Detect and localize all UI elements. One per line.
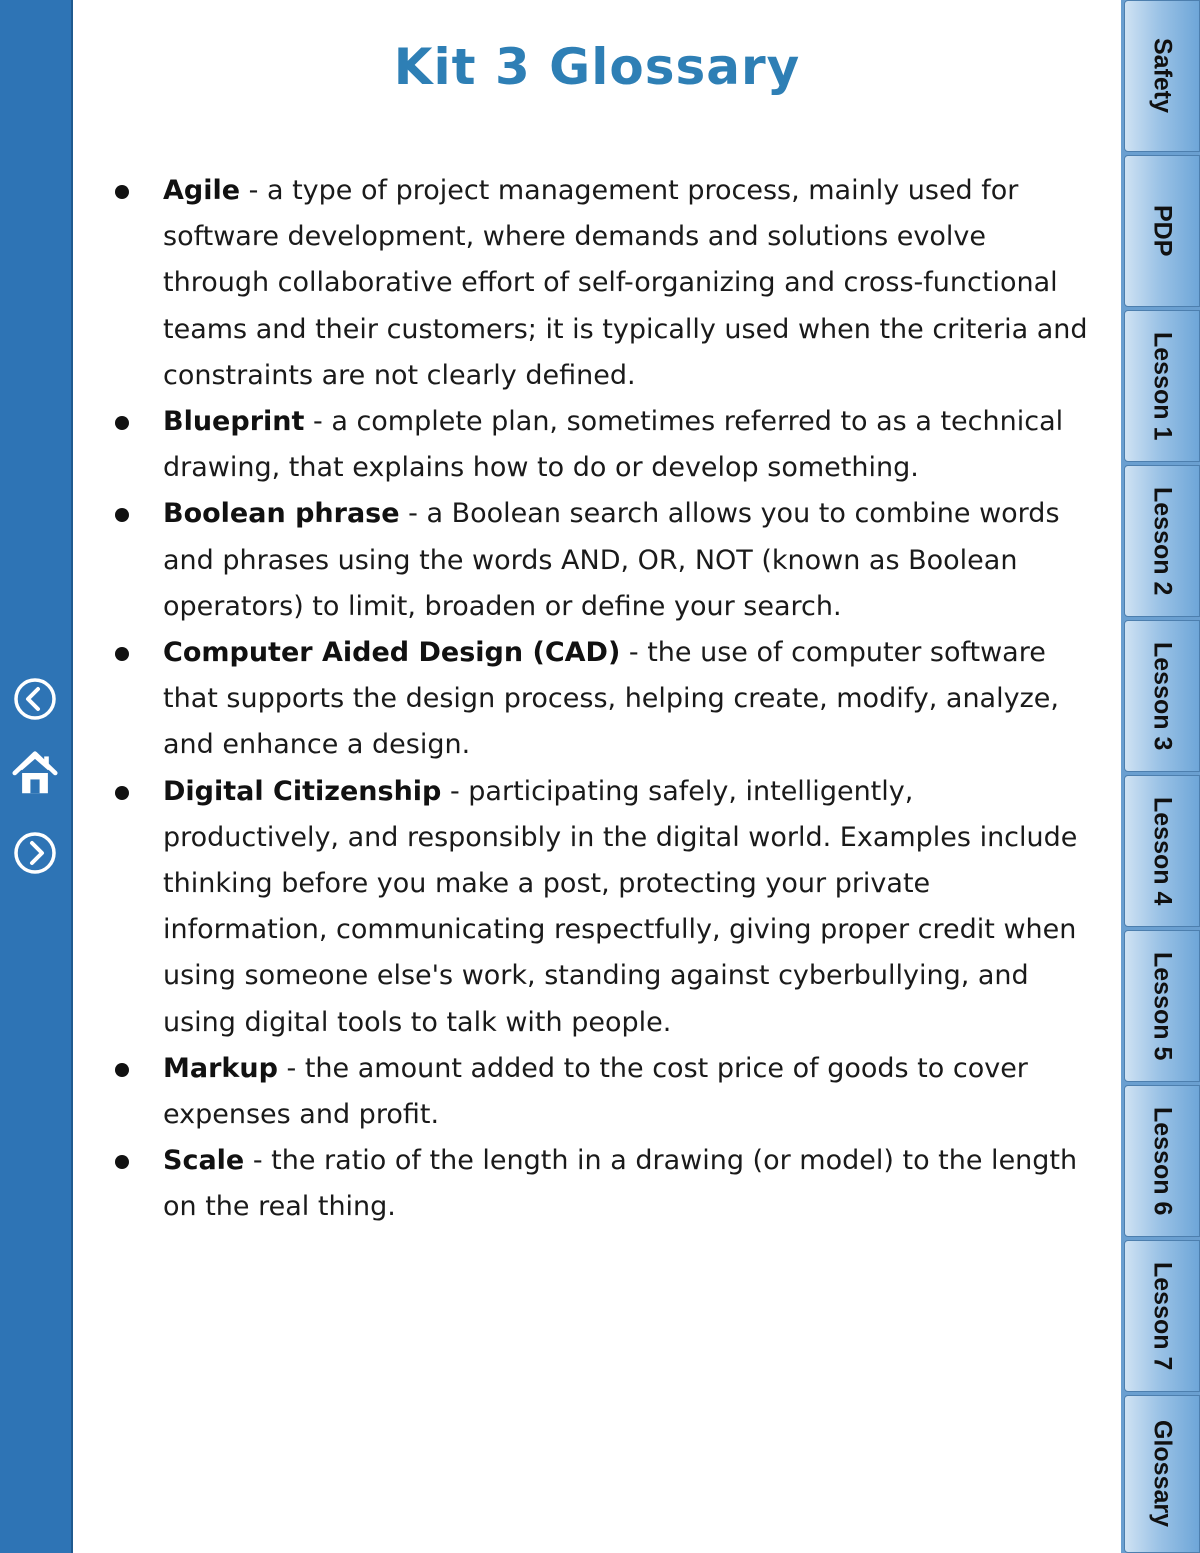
glossary-item [163,769,1093,1046]
tab-label: Lesson 7 [1148,1261,1177,1371]
glossary-term: Scale [163,1145,245,1177]
chevron-left-circle-icon [12,676,58,722]
tab-label: Glossary [1148,1420,1177,1528]
next-page-button[interactable] [12,830,58,876]
glossary-item [163,399,1093,491]
glossary-definition: - the amount added to the cost price of goods to cover expenses and profit. [163,1052,1028,1131]
previous-page-button[interactable] [12,676,58,722]
tab-lesson-1[interactable] [1124,310,1200,462]
tab-label: PDP [1148,205,1177,257]
glossary-term: Agile [163,175,241,206]
bullet-icon [115,508,129,522]
glossary-term: Boolean phrase [163,498,400,530]
glossary-definition: - a Boolean search allows you to combine words and phrases using the words AND, OR, NOT (known as Boolean operators) to limit, broaden or define your search. [163,498,1060,622]
bullet-icon [115,416,129,430]
tab-lesson-4[interactable] [1124,775,1200,927]
bullet-icon [115,1155,129,1169]
tab-label: Lesson 6 [1148,1106,1177,1216]
home-button[interactable] [12,750,58,796]
tab-lesson-3[interactable] [1124,620,1200,772]
glossary-definition: - a type of project management process, mainly used for software development, where demands and solutions evolve through collaborative effort of self-organizing and cross-functional teams and their customers; it is typically used when the criteria and constraints are not clearly defined. [163,175,1088,391]
tab-lesson-2[interactable] [1124,465,1200,617]
tab-label: Lesson 2 [1148,486,1177,596]
left-nav-bar [0,0,73,1553]
glossary-definition: - a complete plan, sometimes referred to as a technical drawing, that explains how to do or develop something. [163,406,1064,484]
home-icon [12,747,58,799]
chevron-right-circle-icon [12,830,58,876]
tab-label: Lesson 4 [1148,796,1177,906]
glossary-term: Markup [163,1052,278,1084]
glossary-definition: - the ratio of the length in a drawing (or model) to the length on the real thing. [163,1145,1078,1223]
glossary-term: Computer Aided Design (CAD) [163,637,621,669]
glossary-item [163,1046,1093,1138]
bullet-icon [115,185,129,199]
glossary-item [163,1138,1093,1230]
tab-glossary[interactable] [1124,1395,1200,1553]
glossary-item [163,630,1093,769]
tab-label: Lesson 5 [1148,951,1177,1061]
glossary-term: Blueprint [163,406,305,438]
tab-pdp[interactable] [1124,155,1200,307]
page-title: Kit 3 Glossary [393,38,801,96]
glossary-definition: - the use of computer software that supports the design process, helping create, modify, analyze, and enhance a design. [163,637,1059,761]
tab-lesson-6[interactable] [1124,1085,1200,1237]
page-content [73,0,1121,1553]
glossary-item [163,168,1093,399]
glossary-item [163,491,1093,630]
glossary-definition: - participating safely, intelligently, productively, and responsibly in the digital world. Examples include thinking before you make a post, protecting your private information, communicating respectfully, giving proper credit when using someone else's work, standing against cyberbullying, and using digital tools to talk with people. [163,775,1078,1038]
tab-safety[interactable] [1124,0,1200,152]
tab-label: Safety [1148,38,1177,114]
bullet-icon [115,1063,129,1077]
section-tabs [1121,0,1200,1553]
tab-lesson-7[interactable] [1124,1240,1200,1392]
tab-label: Lesson 3 [1148,641,1177,751]
bullet-icon [115,647,129,661]
tab-label: Lesson 1 [1148,331,1177,441]
tab-lesson-5[interactable] [1124,930,1200,1082]
bullet-icon [115,786,129,800]
glossary-list [163,168,1093,1231]
glossary-term: Digital Citizenship [163,775,442,807]
